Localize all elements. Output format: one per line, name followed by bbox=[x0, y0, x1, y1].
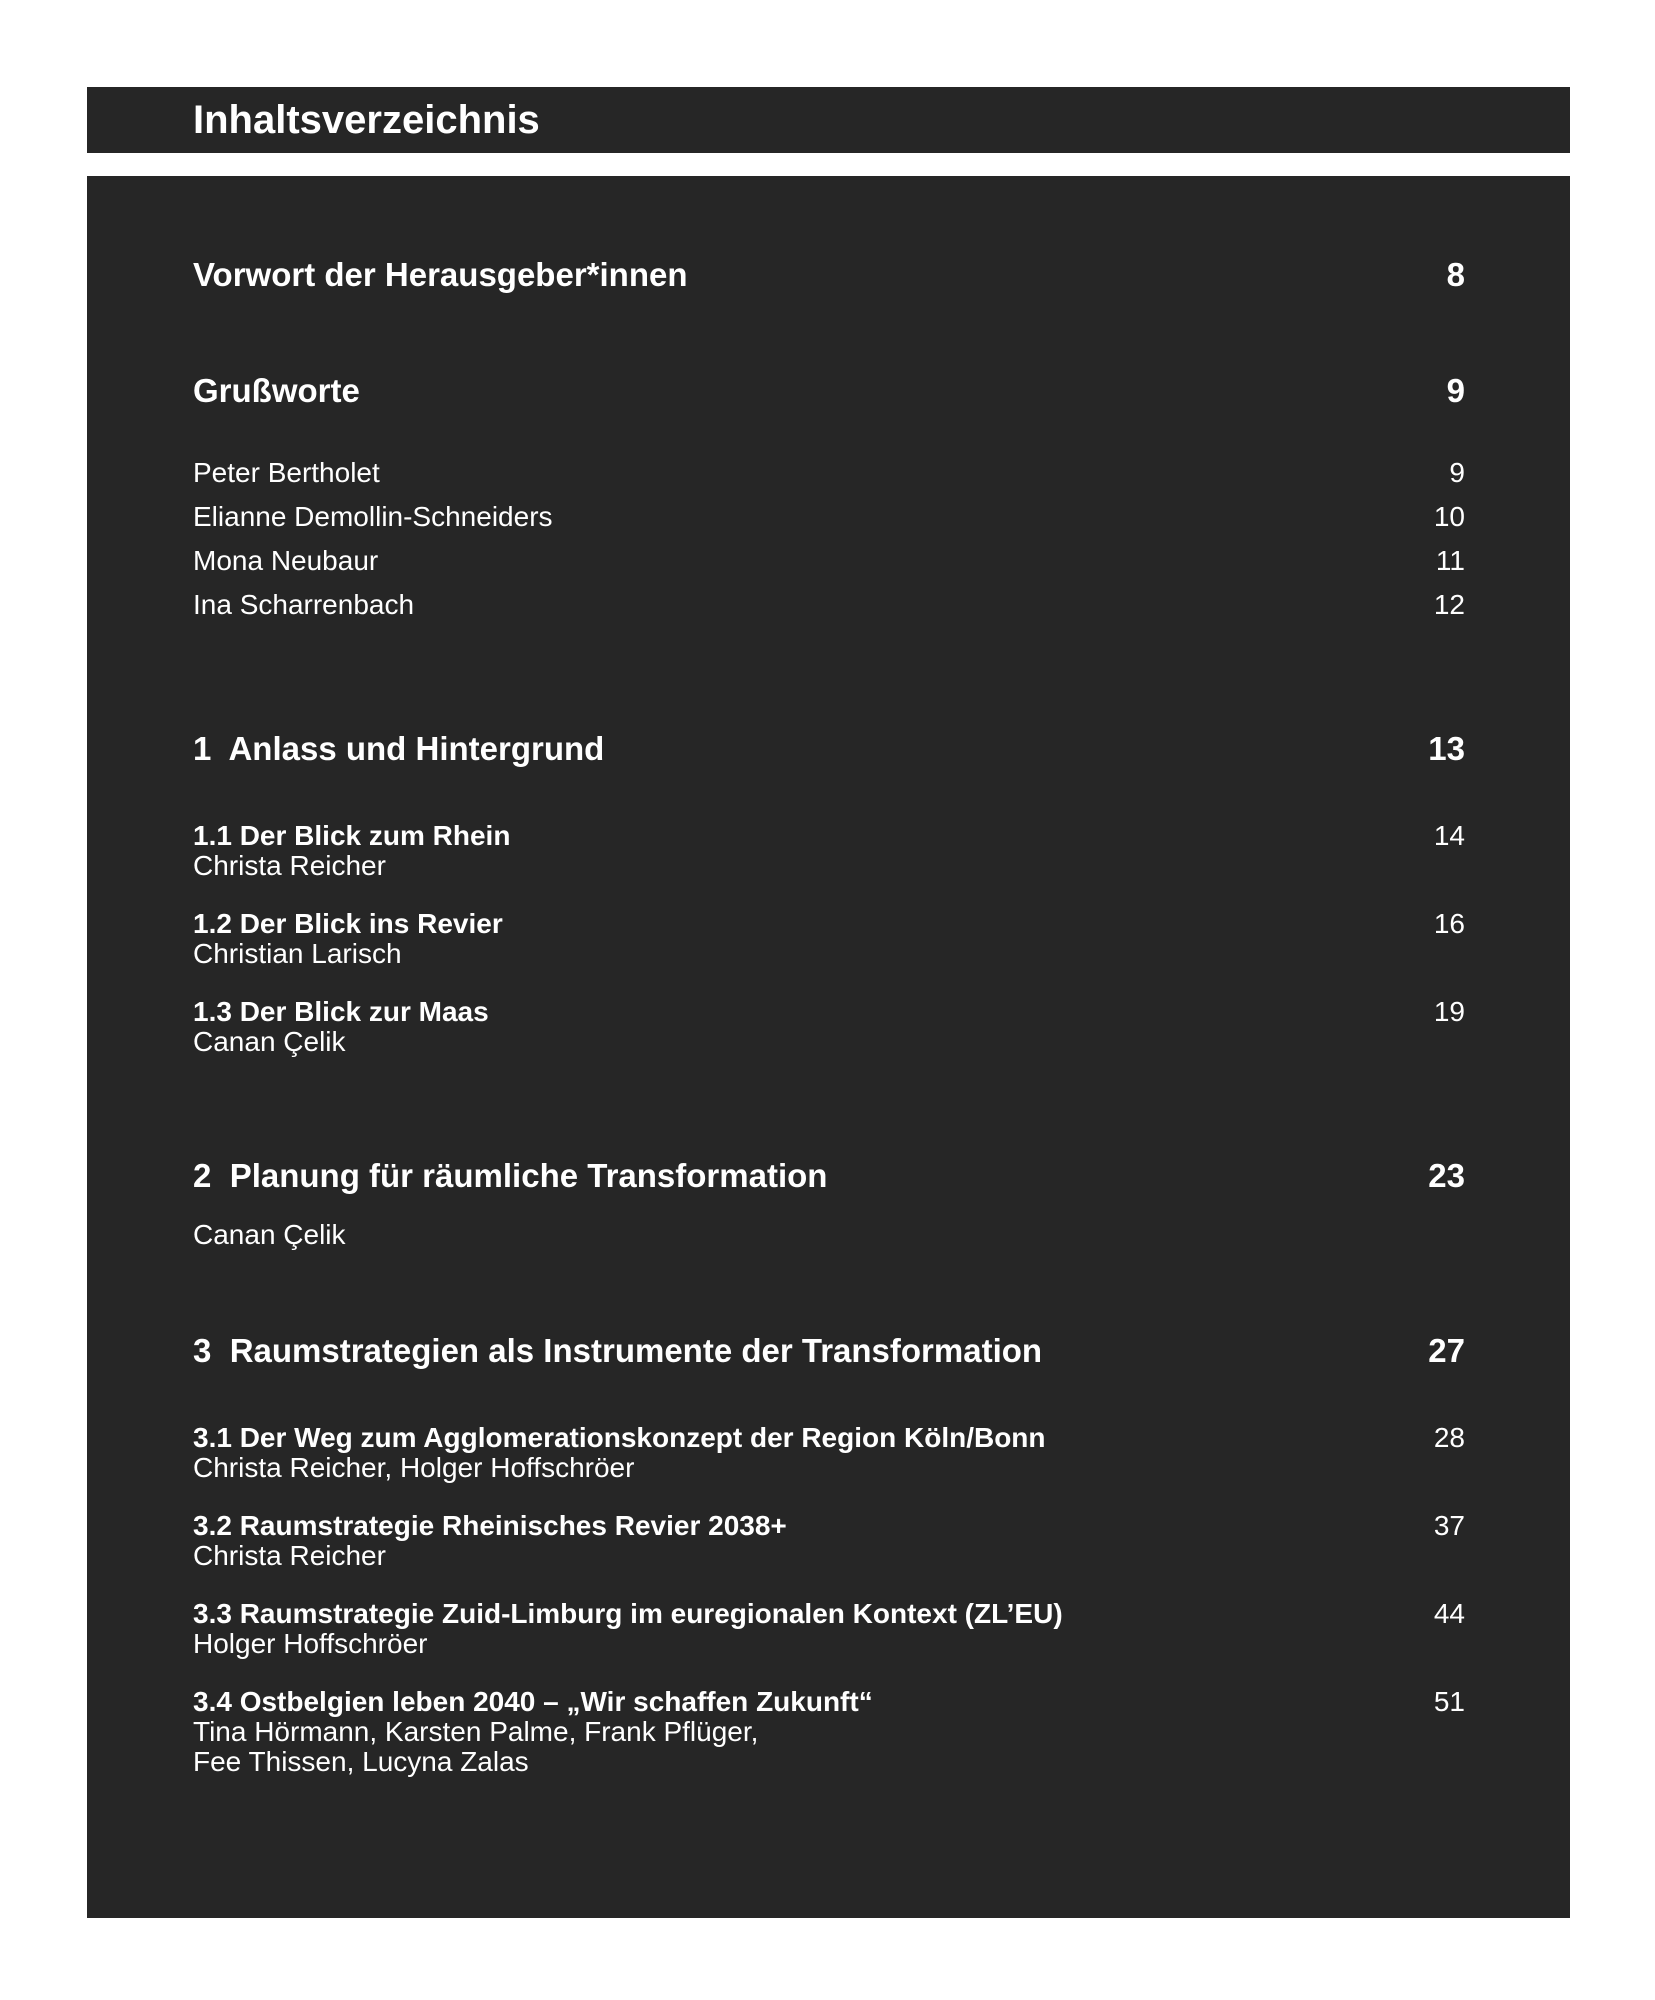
toc-page-number: 51 bbox=[1433, 1686, 1465, 1717]
toc-section-author: Christa Reicher, Holger Hoffschröer bbox=[193, 1452, 635, 1483]
toc-page-number: 12 bbox=[1433, 589, 1465, 620]
toc-chapter-author: Canan Çelik bbox=[193, 1219, 346, 1250]
toc-section-title: 1.1 Der Blick zum Rhein bbox=[193, 820, 511, 851]
toc-section-title: 1.2 Der Blick ins Revier bbox=[193, 908, 503, 939]
toc-page-number: 28 bbox=[1433, 1422, 1465, 1453]
toc-page-number: 9 bbox=[1446, 372, 1465, 409]
page-title: Inhaltsverzeichnis bbox=[193, 98, 540, 142]
toc-page-number: 9 bbox=[1449, 457, 1465, 488]
toc-page-number: 19 bbox=[1433, 996, 1465, 1027]
toc-page-number: 14 bbox=[1433, 820, 1465, 851]
toc-subentry-name: Mona Neubaur bbox=[193, 545, 379, 576]
toc-subentry-name: Peter Bertholet bbox=[193, 457, 380, 488]
toc-page-number: 23 bbox=[1428, 1157, 1465, 1194]
toc-chapter-label: 1 Anlass und Hintergrund bbox=[193, 730, 605, 767]
toc-section-title: 3.3 Raumstrategie Zuid-Limburg im euregionalen Kontext (ZL’EU) bbox=[193, 1598, 1063, 1629]
toc-chapter-label: 3 Raumstrategien als Instrumente der Transformation bbox=[193, 1332, 1043, 1369]
toc-chapter-label: 2 Planung für räumliche Transformation bbox=[193, 1157, 828, 1194]
toc-subentry-name: Elianne Demollin-Schneiders bbox=[193, 501, 553, 532]
toc-page-number: 37 bbox=[1433, 1510, 1465, 1541]
toc-page-number: 16 bbox=[1433, 908, 1465, 939]
toc-section-title: 3.1 Der Weg zum Agglomerationskonzept der Region Köln/Bonn bbox=[193, 1422, 1046, 1453]
toc-entry-label: Grußworte bbox=[193, 372, 360, 409]
toc-section-title: 3.2 Raumstrategie Rheinisches Revier 2038+ bbox=[193, 1510, 787, 1541]
toc-subentry-name: Ina Scharrenbach bbox=[193, 589, 415, 620]
toc-page-number: 13 bbox=[1428, 730, 1465, 767]
toc-page-number: 8 bbox=[1446, 256, 1465, 293]
header-bar bbox=[87, 87, 1570, 153]
toc-page-number: 10 bbox=[1433, 501, 1465, 532]
toc-page-number: 44 bbox=[1433, 1598, 1465, 1629]
toc-section-author: Tina Hörmann, Karsten Palme, Frank Pflüger, Fee Thissen, Lucyna Zalas bbox=[193, 1716, 759, 1777]
toc-panel bbox=[87, 176, 1570, 1918]
toc-page-number: 27 bbox=[1428, 1332, 1465, 1369]
toc-entry-label: Vorwort der Herausgeber*innen bbox=[193, 256, 688, 293]
toc-section-author: Holger Hoffschröer bbox=[193, 1628, 428, 1659]
toc-section-author: Christa Reicher bbox=[193, 850, 386, 881]
toc-section-author: Canan Çelik bbox=[193, 1026, 346, 1057]
toc-page-number: 11 bbox=[1435, 545, 1465, 576]
toc-section-author: Christa Reicher bbox=[193, 1540, 386, 1571]
toc-section-author: Christian Larisch bbox=[193, 938, 402, 969]
toc-section-title: 1.3 Der Blick zur Maas bbox=[193, 996, 489, 1027]
toc-section-title: 3.4 Ostbelgien leben 2040 – „Wir schaffen Zukunft“ bbox=[193, 1686, 873, 1717]
